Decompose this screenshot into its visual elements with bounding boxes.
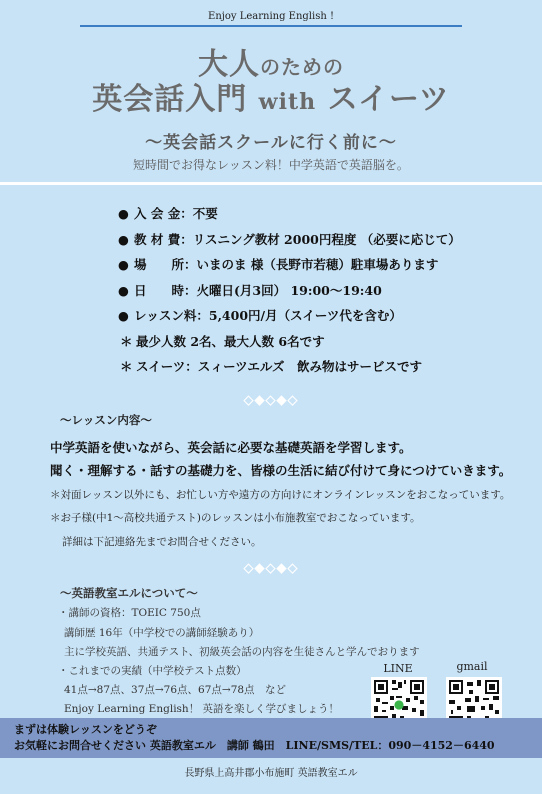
lesson-note-online: ＊対面レッスン以外にも、お忙しい方や遠方の方向けにオンラインレッスンをおこなっています。 — [50, 489, 511, 501]
bullet-icon: ● — [118, 257, 129, 272]
info-text: 教 材 費：リスニング教材 2000円程度 （必要に応じて） — [134, 231, 461, 247]
footer-trial-lesson: まずは体験レッスンをどうぞ — [14, 723, 157, 736]
info-item-place — [118, 255, 461, 281]
bullet-icon: ● — [118, 231, 129, 247]
address: 長野県上高井郡小布施町 英語教室エル — [184, 768, 358, 779]
about-slogan: Enjoy Learning English！ 英語を楽しく学びましょう！ — [64, 703, 340, 715]
top-rule — [80, 25, 462, 27]
about-content: 主に学校英語、共通テスト、初級英会話の内容を生徒さんと学んでおります — [64, 646, 420, 658]
lesson-heading: ～レッスン内容～ — [60, 413, 152, 427]
title-with: with — [258, 89, 317, 115]
footer-contact[interactable]: お気軽にお問合せください 英語教室エル 講師 鶴田 LINE/SMS/TEL：090－4152－6440 — [14, 739, 495, 752]
info-item-fee — [118, 204, 461, 230]
line-label: LINE — [383, 662, 413, 675]
about-heading: ～英語教室エルについて～ — [60, 586, 198, 600]
lesson-main-2: 聞く・理解する・話すの基礎力を、皆様の生活に結び付けて身につけていきます。 — [50, 463, 512, 478]
about-experience: 講師歴 16年（中学校での講師経験あり） — [64, 627, 260, 639]
info-list — [118, 204, 461, 383]
divider — [0, 182, 542, 185]
info-text: 入 会 金：不要 — [134, 206, 218, 221]
about-qualification: ・講師の資格：TOEIC 750点 — [58, 607, 201, 619]
info-text: スイーツ：スィーツエルズ 飲み物はサービスです — [136, 359, 423, 374]
title-sweets: スイーツ — [327, 82, 450, 117]
title-for: のための — [260, 55, 344, 79]
info-text: レッスン料：5,400円/月（スイーツ代を含む） — [134, 308, 402, 323]
title-line-1 — [0, 48, 542, 84]
info-text: 最少人数 2名、最大人数 6名です — [136, 333, 325, 349]
diamond-divider-1: ◇◆◇◆◇ — [243, 393, 299, 408]
subtitle: ～英会話スクールに行く前に～ — [145, 133, 397, 153]
info-item-materials — [118, 230, 461, 256]
bullet-icon: ● — [118, 282, 129, 298]
info-text: 日 時：火曜日(月3回） 19:00～19:40 — [134, 282, 382, 298]
title-conversation: 英会話入門 — [92, 82, 248, 117]
lesson-main-1: 中学英語を使いながら、英会話に必要な基礎英語を学習します。 — [50, 440, 412, 455]
lesson-note-contact: 詳細は下記連絡先までお問合せください。 — [62, 536, 262, 548]
asterisk-icon: ＊ — [120, 333, 133, 349]
info-item-price — [118, 306, 461, 332]
top-tagline: Enjoy Learning English ! — [208, 11, 334, 22]
about-results: 41点→87点、37点→76点、67点→78点 など — [64, 684, 287, 696]
diamond-divider-2: ◇◆◇◆◇ — [243, 561, 299, 576]
asterisk-icon: ＊ — [120, 359, 133, 374]
info-item-capacity — [118, 332, 461, 358]
bullet-icon: ● — [118, 308, 129, 323]
gmail-label: gmail — [456, 660, 488, 673]
lesson-note-children: ＊お子様(中1～高校共通テスト)のレッスンは小布施教室でおこなっています。 — [50, 512, 421, 524]
title-line-2 — [0, 82, 542, 120]
info-item-sweets — [118, 357, 461, 383]
info-item-datetime — [118, 281, 461, 307]
bullet-icon: ● — [118, 206, 129, 221]
info-text: 場 所：いまのま 様（長野市若穂）駐車場あります — [134, 257, 439, 272]
about-results-title: ・これまでの実績（中学校テスト点数） — [58, 665, 247, 677]
tagline: 短時間でお得なレッスン料！中学英語で英語脳を。 — [133, 158, 409, 172]
title-adult: 大人 — [198, 47, 260, 82]
